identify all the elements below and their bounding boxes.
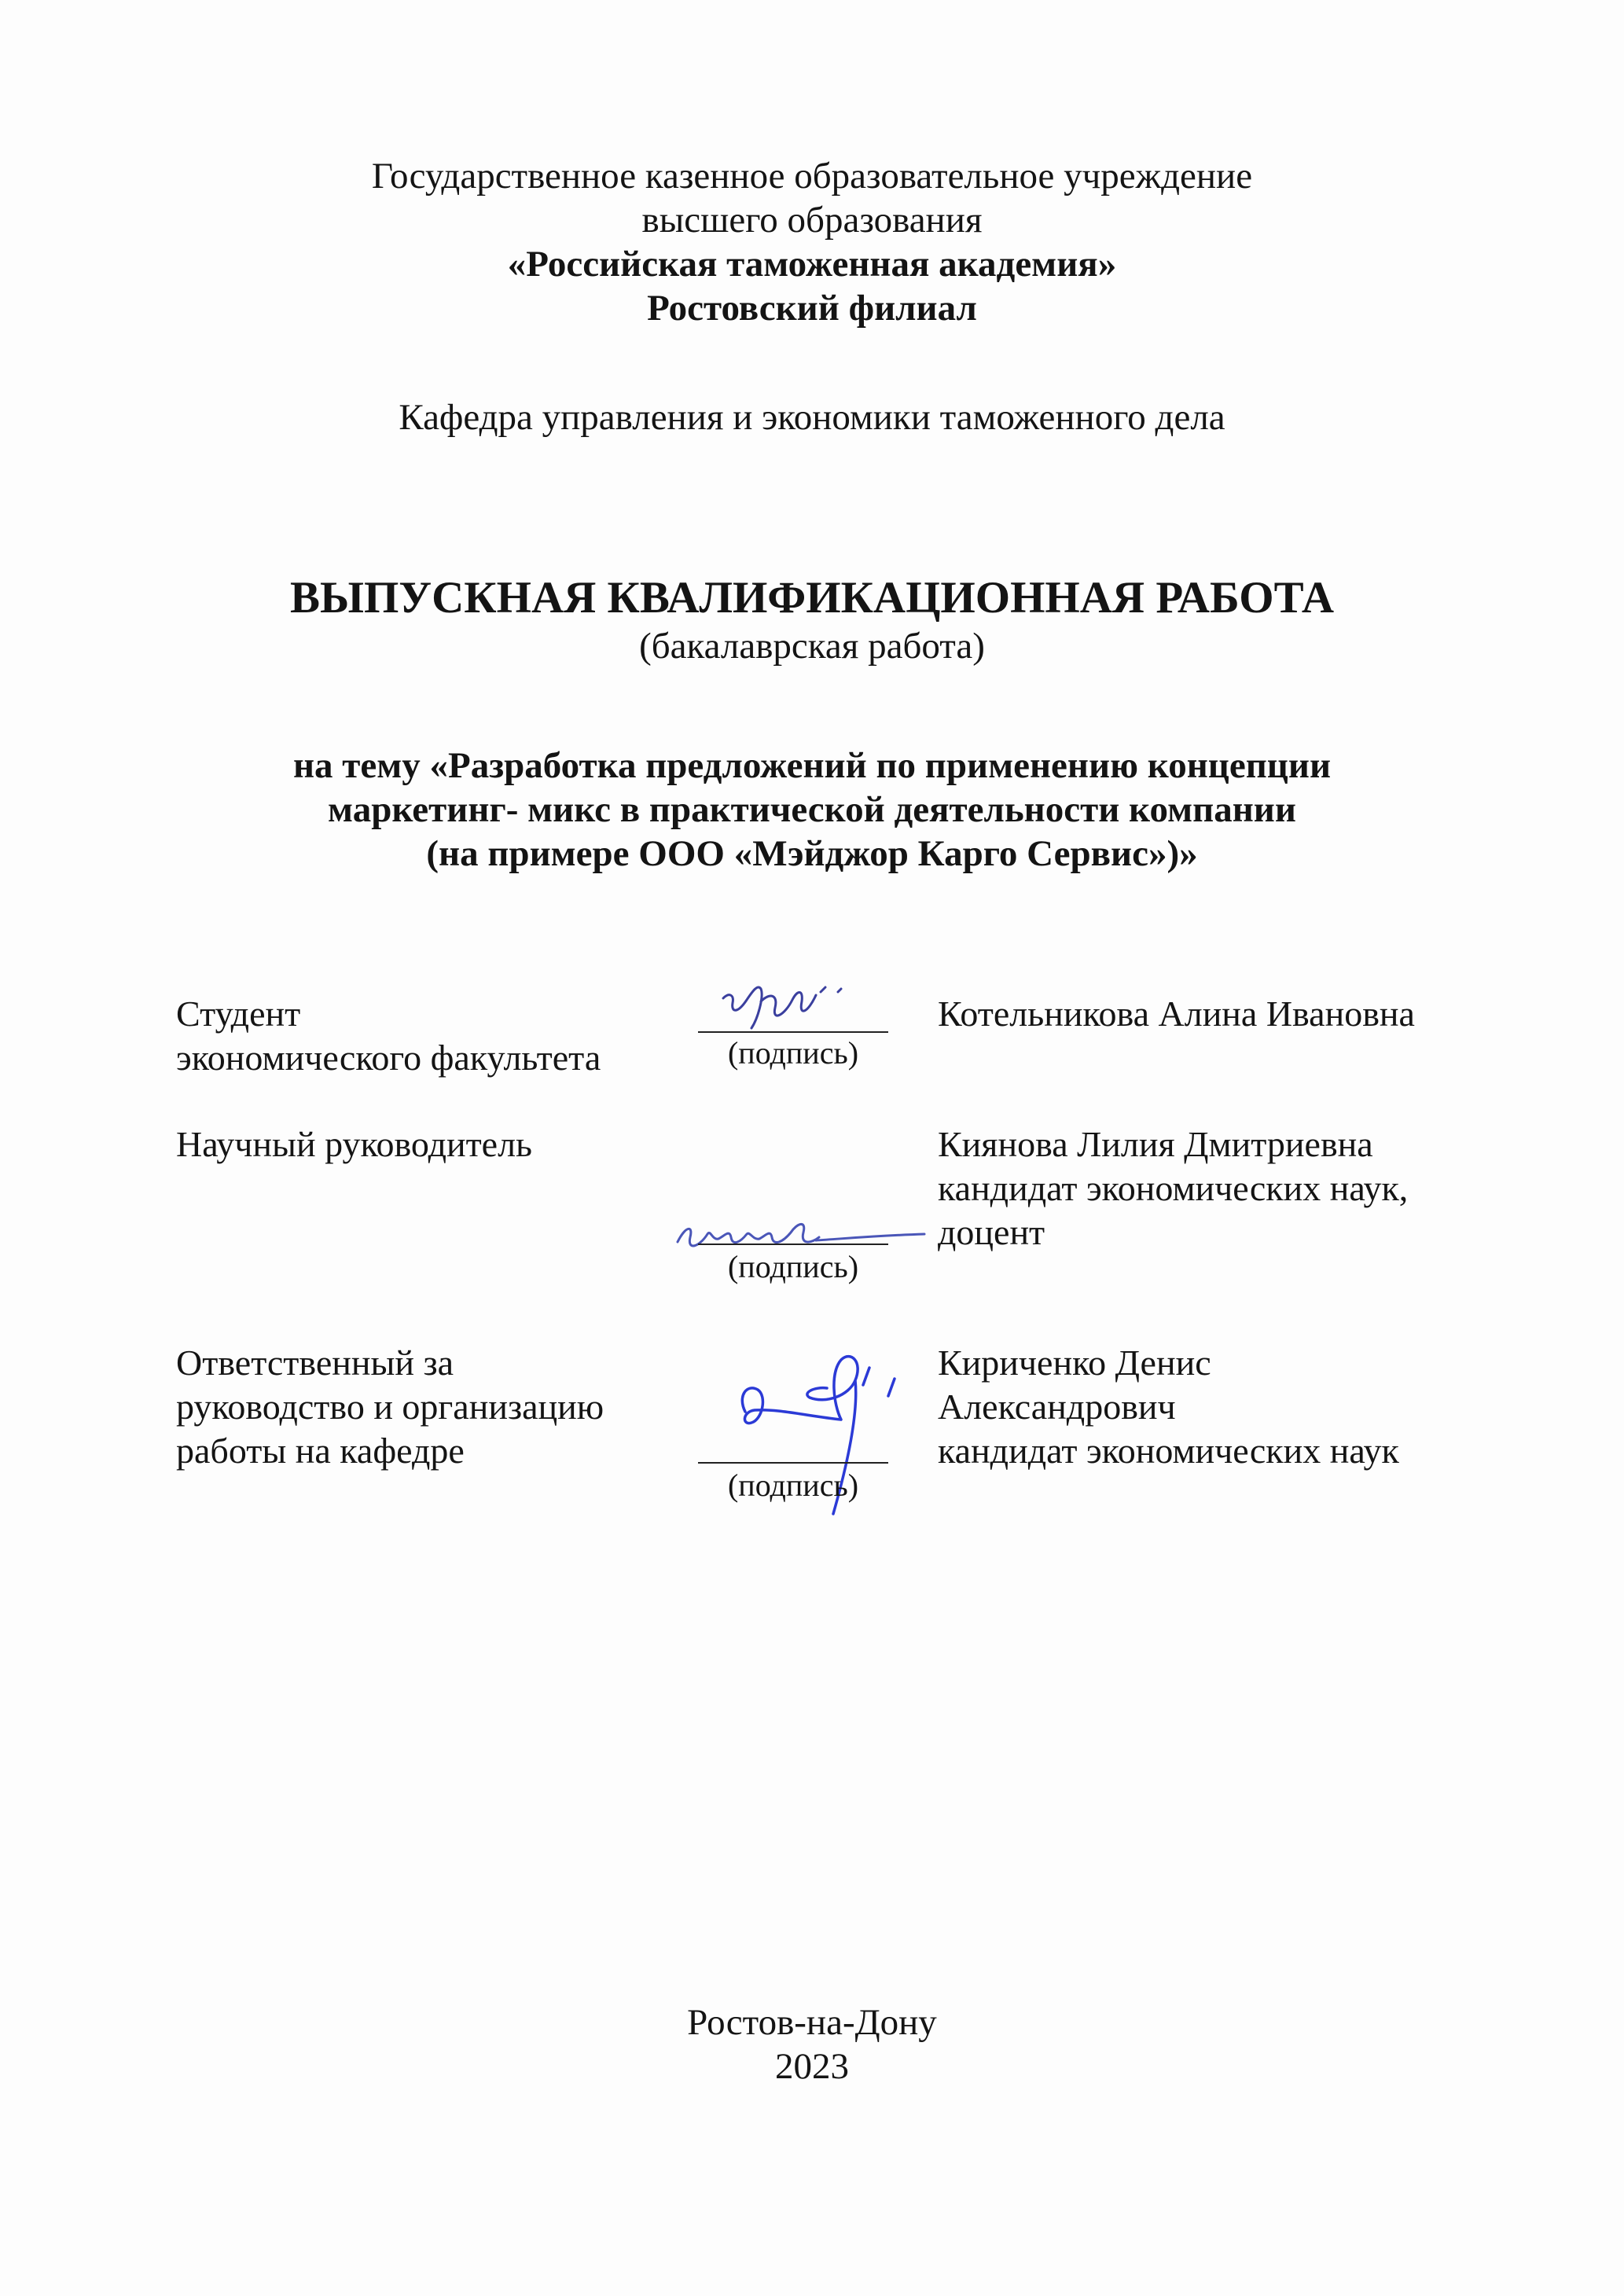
- signature-line: [698, 1244, 888, 1245]
- person-line: Кириченко Денис: [938, 1343, 1211, 1383]
- signature-caption: (подпись): [727, 1468, 859, 1503]
- institution-header: [0, 154, 1624, 330]
- role-line: работы на кафедре: [176, 1431, 465, 1471]
- person-line: кандидат экономических наук,: [938, 1168, 1409, 1208]
- person-line: Александрович: [938, 1387, 1176, 1427]
- institution-line-1: Государственное казенное образовательное учреждение: [371, 156, 1253, 197]
- topic-line-3: (на примере ООО «Мэйджор Карго Сервис»)»: [426, 833, 1198, 874]
- student-name: [938, 992, 1415, 1036]
- branch-name: Ростовский филиал: [647, 288, 977, 329]
- student-role: [176, 992, 601, 1080]
- role-line: Научный руководитель: [176, 1124, 533, 1164]
- role-line: Ответственный за: [176, 1343, 454, 1383]
- signature-caption: (подпись): [727, 1035, 859, 1071]
- academy-name: «Российская таможенная академия»: [507, 244, 1117, 285]
- person-line: Котельникова Алина Ивановна: [938, 994, 1415, 1034]
- supervisor-role: [176, 1122, 532, 1166]
- work-title: [0, 572, 1624, 668]
- work-type-heading: ВЫПУСКНАЯ КВАЛИФИКАЦИОННАЯ РАБОТА: [289, 573, 1334, 623]
- department: [0, 395, 1624, 439]
- responsible-info: [938, 1341, 1399, 1473]
- person-line: Киянова Лилия Дмитриевна: [938, 1124, 1373, 1164]
- footer: [0, 2000, 1624, 2088]
- department-name: Кафедра управления и экономики таможенного дела: [399, 397, 1225, 438]
- topic-line-1: на тему «Разработка предложений по применению концепции: [292, 745, 1332, 786]
- responsible-role: [176, 1341, 604, 1473]
- signature-line: [698, 1031, 888, 1033]
- person-line: доцент: [938, 1212, 1045, 1252]
- role-line: Студент: [176, 994, 301, 1034]
- institution-line-2: высшего образования: [641, 200, 983, 241]
- person-line: кандидат экономических наук: [938, 1431, 1399, 1471]
- year: 2023: [775, 2046, 849, 2087]
- topic-line-2: маркетинг- микс в практической деятельности компании: [328, 789, 1296, 830]
- signature-caption: (подпись): [727, 1249, 859, 1284]
- role-line: руководство и организацию: [176, 1387, 604, 1427]
- supervisor-info: [938, 1122, 1408, 1255]
- signature-line: [698, 1462, 888, 1464]
- city: Ростов-на-Дону: [687, 2002, 937, 2043]
- role-line: экономического факультета: [176, 1038, 601, 1078]
- topic: [0, 744, 1624, 876]
- work-subtype: (бакалаврская работа): [639, 626, 985, 667]
